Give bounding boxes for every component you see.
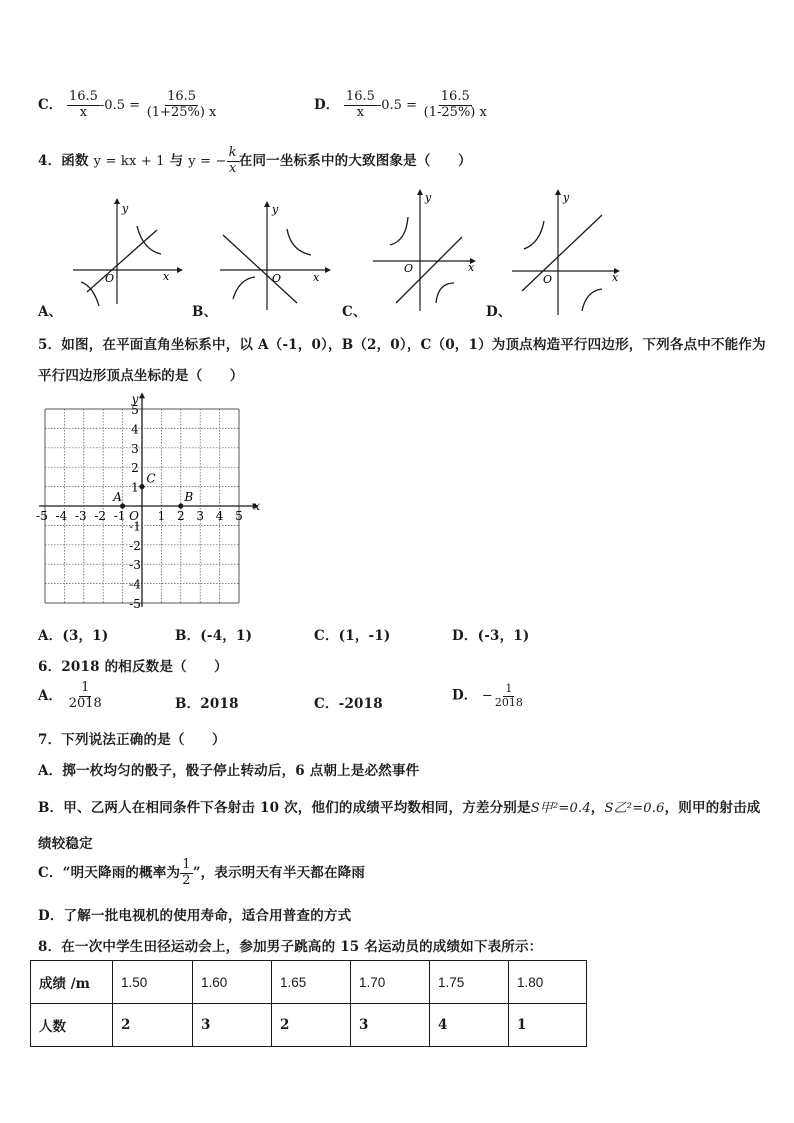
fraction-denominator: (1+25%) x <box>146 104 217 120</box>
hyperbola-branch <box>81 282 99 306</box>
y-tick-label: -2 <box>129 538 141 553</box>
q7-option-c-text: C．“明天降雨的概率为 <box>38 864 181 881</box>
q4-connector: 与 <box>169 152 184 169</box>
q6-option-a-fraction <box>67 681 104 712</box>
origin-label: O <box>129 509 139 523</box>
x-tick-label: -3 <box>74 509 87 523</box>
fraction-denominator: 2018 <box>494 695 523 709</box>
y-axis-arrow <box>417 189 423 195</box>
q7-option-c <box>38 858 365 889</box>
q6-stem: 6．2018 的相反数是（ ） <box>38 659 228 675</box>
fraction-numerator: k <box>228 145 237 160</box>
q4-graph-c <box>368 183 488 318</box>
q3-option-d-rhs-fraction <box>422 90 489 121</box>
q3-option-c-lhs-fraction <box>67 90 100 121</box>
point-dot <box>139 484 144 489</box>
q4-label-d: D、 <box>486 304 512 320</box>
q3-option-d-minus: -0.5 = <box>376 97 417 113</box>
q5-option-a: A．(3，1) <box>38 628 109 644</box>
y-tick-label: 5 <box>131 403 139 417</box>
q4-function-2-prefix: y = − <box>188 153 227 169</box>
y-axis-label: y <box>131 392 139 407</box>
hyperbola-branch <box>436 283 454 303</box>
x-axis-arrow <box>325 267 331 273</box>
y-axis-label: y <box>272 203 279 216</box>
table-header-cell: 成绩 /m <box>31 961 113 1004</box>
q5-option-c: C．(1，-1) <box>314 628 391 644</box>
q4-prefix: 4．函数 <box>38 152 89 169</box>
q3-option-c-letter: C． <box>38 96 63 113</box>
x-axis-arrow <box>177 267 183 273</box>
q7-option-b-tail: ，则甲的射击成 <box>664 800 761 816</box>
hyperbola-branch <box>137 226 161 254</box>
x-tick-label: 2 <box>176 509 185 523</box>
fraction-denominator: 2018 <box>68 695 102 711</box>
y-tick-label: 4 <box>131 422 139 437</box>
fraction-denominator: x <box>79 104 88 120</box>
q7-stem: 7．下列说法正确的是（ ） <box>38 732 226 748</box>
x-axis-label: x <box>163 270 170 283</box>
q6-option-b: B．2018 <box>175 696 239 712</box>
x-axis-label: x <box>253 499 260 513</box>
fraction-denominator: x <box>356 104 365 120</box>
table-cell: 2 <box>113 1004 193 1047</box>
x-tick-label: 4 <box>215 509 224 523</box>
q6-option-d-fraction <box>493 683 525 709</box>
origin-label: O <box>404 262 414 275</box>
hyperbola-branch <box>524 221 544 249</box>
hyperbola-branch <box>582 289 602 311</box>
linear-line <box>223 235 297 303</box>
y-tick-label: -1 <box>129 519 141 534</box>
y-tick-label: -3 <box>129 558 141 573</box>
q3-option-c <box>38 90 218 121</box>
table-row <box>31 961 587 1004</box>
y-tick-label: 3 <box>131 441 139 456</box>
q4-label-c: C、 <box>342 304 367 320</box>
fraction-numerator: 16.5 <box>68 89 98 104</box>
table-cell: 1.65 <box>272 961 351 1004</box>
q7-option-c-fraction <box>180 858 192 889</box>
q4-function-1: y = kx + 1 <box>93 153 165 169</box>
x-tick-label: -2 <box>94 509 107 523</box>
q5-stem-line2: 平行四边形顶点坐标的是（ ） <box>38 368 244 384</box>
x-tick-label: -1 <box>113 509 126 523</box>
q7-separator: ， <box>590 800 605 816</box>
x-axis-label: x <box>612 271 619 284</box>
q3-option-c-minus: -0.5 = <box>99 97 140 113</box>
y-tick-label: 1 <box>131 480 139 495</box>
y-tick-label: -5 <box>129 597 141 611</box>
q4-graph-a <box>65 192 185 312</box>
fraction-numerator: 1 <box>505 682 513 695</box>
q6-option-d-letter: D． <box>452 687 478 704</box>
table-cell: 1 <box>509 1004 587 1047</box>
linear-line <box>87 230 157 292</box>
hyperbola-branch <box>233 277 255 299</box>
fraction-numerator: 16.5 <box>440 89 470 104</box>
table-cell: 2 <box>272 1004 351 1047</box>
q4-graph-d <box>510 183 630 318</box>
q5-stem-line1: 5．如图，在平面直角坐标系中，以 A（-1，0），B（2，0），C（0，1）为顶点构造平行四边形，下列各点中不能作为 <box>38 337 766 353</box>
linear-line <box>522 215 602 291</box>
q7-variance-yi: S乙²=0.6 <box>604 801 665 816</box>
y-tick-label: 2 <box>131 461 139 476</box>
table-row <box>31 1004 587 1047</box>
point-label-a: A <box>113 490 122 504</box>
q5-option-b: B．(-4，1) <box>175 628 253 644</box>
x-tick-label: -5 <box>36 509 48 523</box>
y-axis-label: y <box>122 202 129 215</box>
q4-label-a: A、 <box>38 304 63 320</box>
fraction-numerator: 16.5 <box>167 89 197 104</box>
q6-option-a <box>38 681 104 712</box>
table-cell: 1.70 <box>351 961 430 1004</box>
q5-coordinate-grid <box>30 390 262 612</box>
q6-option-a-letter: A． <box>38 687 62 704</box>
point-label-c: C <box>146 471 156 486</box>
table-cell: 1.50 <box>113 961 193 1004</box>
q7-option-b-line2: 绩较稳定 <box>38 836 93 852</box>
q7-option-b-line1 <box>38 796 761 816</box>
table-cell: 3 <box>193 1004 272 1047</box>
x-axis-label: x <box>468 261 475 274</box>
fraction-numerator: 1 <box>81 680 90 695</box>
origin-label: O <box>543 273 553 286</box>
q3-option-d <box>314 90 489 121</box>
fraction-numerator: 1 <box>182 857 191 872</box>
y-axis-arrow <box>114 198 120 204</box>
q7-variance-jia: S甲²=0.4 <box>530 801 591 816</box>
point-label-b: B <box>184 490 194 504</box>
q4-label-b: B、 <box>192 304 218 320</box>
table-header-cell: 人数 <box>31 1004 113 1047</box>
x-tick-label: 1 <box>157 509 166 523</box>
x-tick-label: 5 <box>235 509 243 523</box>
q3-option-d-letter: D． <box>314 96 340 113</box>
x-tick-label: -4 <box>55 509 68 523</box>
table-cell: 1.60 <box>193 961 272 1004</box>
fraction-denominator: 2 <box>182 872 191 888</box>
hyperbola-branch <box>390 217 408 245</box>
table-cell: 3 <box>351 1004 430 1047</box>
origin-label: O <box>105 272 115 285</box>
hyperbola-branch <box>287 229 311 255</box>
y-axis-arrow <box>139 392 145 398</box>
fraction-denominator: x <box>228 160 237 176</box>
x-tick-label: 3 <box>196 509 205 523</box>
y-axis-label: y <box>425 191 432 204</box>
q3-option-d-lhs-fraction <box>344 90 377 121</box>
q4-suffix: 在同一坐标系中的大致图象是（ ） <box>238 152 472 169</box>
y-tick-label: -4 <box>129 577 141 592</box>
q6-option-c: C．-2018 <box>314 696 383 712</box>
q6-option-d <box>452 683 525 709</box>
q8-score-table <box>30 960 587 1047</box>
q4-graph-b <box>215 195 335 315</box>
x-axis-label: x <box>313 271 320 284</box>
table-cell: 4 <box>430 1004 509 1047</box>
q5-option-d: D．(-3，1) <box>452 628 530 644</box>
q6-option-d-sign: − <box>481 688 493 704</box>
table-cell: 1.80 <box>509 961 587 1004</box>
q7-option-c-tail: ”，表示明天有半天都在降雨 <box>192 864 366 881</box>
y-axis-arrow <box>555 189 561 195</box>
q8-stem: 8．在一次中学生田径运动会上，参加男子跳高的 15 名运动员的成绩如下表所示： <box>38 939 543 955</box>
point-dot <box>120 503 125 508</box>
table-cell: 1.75 <box>430 961 509 1004</box>
y-axis-arrow <box>264 201 270 207</box>
q3-option-c-rhs-fraction <box>145 90 219 121</box>
q7-option-b-text: B．甲、乙两人在相同条件下各射击 10 次，他们的成绩平均数相同，方差分别是 <box>38 800 531 816</box>
y-axis-label: y <box>563 191 570 204</box>
q7-option-d: D．了解一批电视机的使用寿命，适合用普查的方式 <box>38 908 352 924</box>
q7-option-a: A．掷一枚均匀的骰子，骰子停止转动后，6 点朝上是必然事件 <box>38 763 420 779</box>
origin-label: O <box>272 272 282 285</box>
q4-stem <box>38 146 472 177</box>
point-dot <box>178 503 183 508</box>
fraction-denominator: (1-25%) x <box>423 104 487 120</box>
q4-function-2-fraction <box>227 146 239 177</box>
fraction-numerator: 16.5 <box>345 89 375 104</box>
